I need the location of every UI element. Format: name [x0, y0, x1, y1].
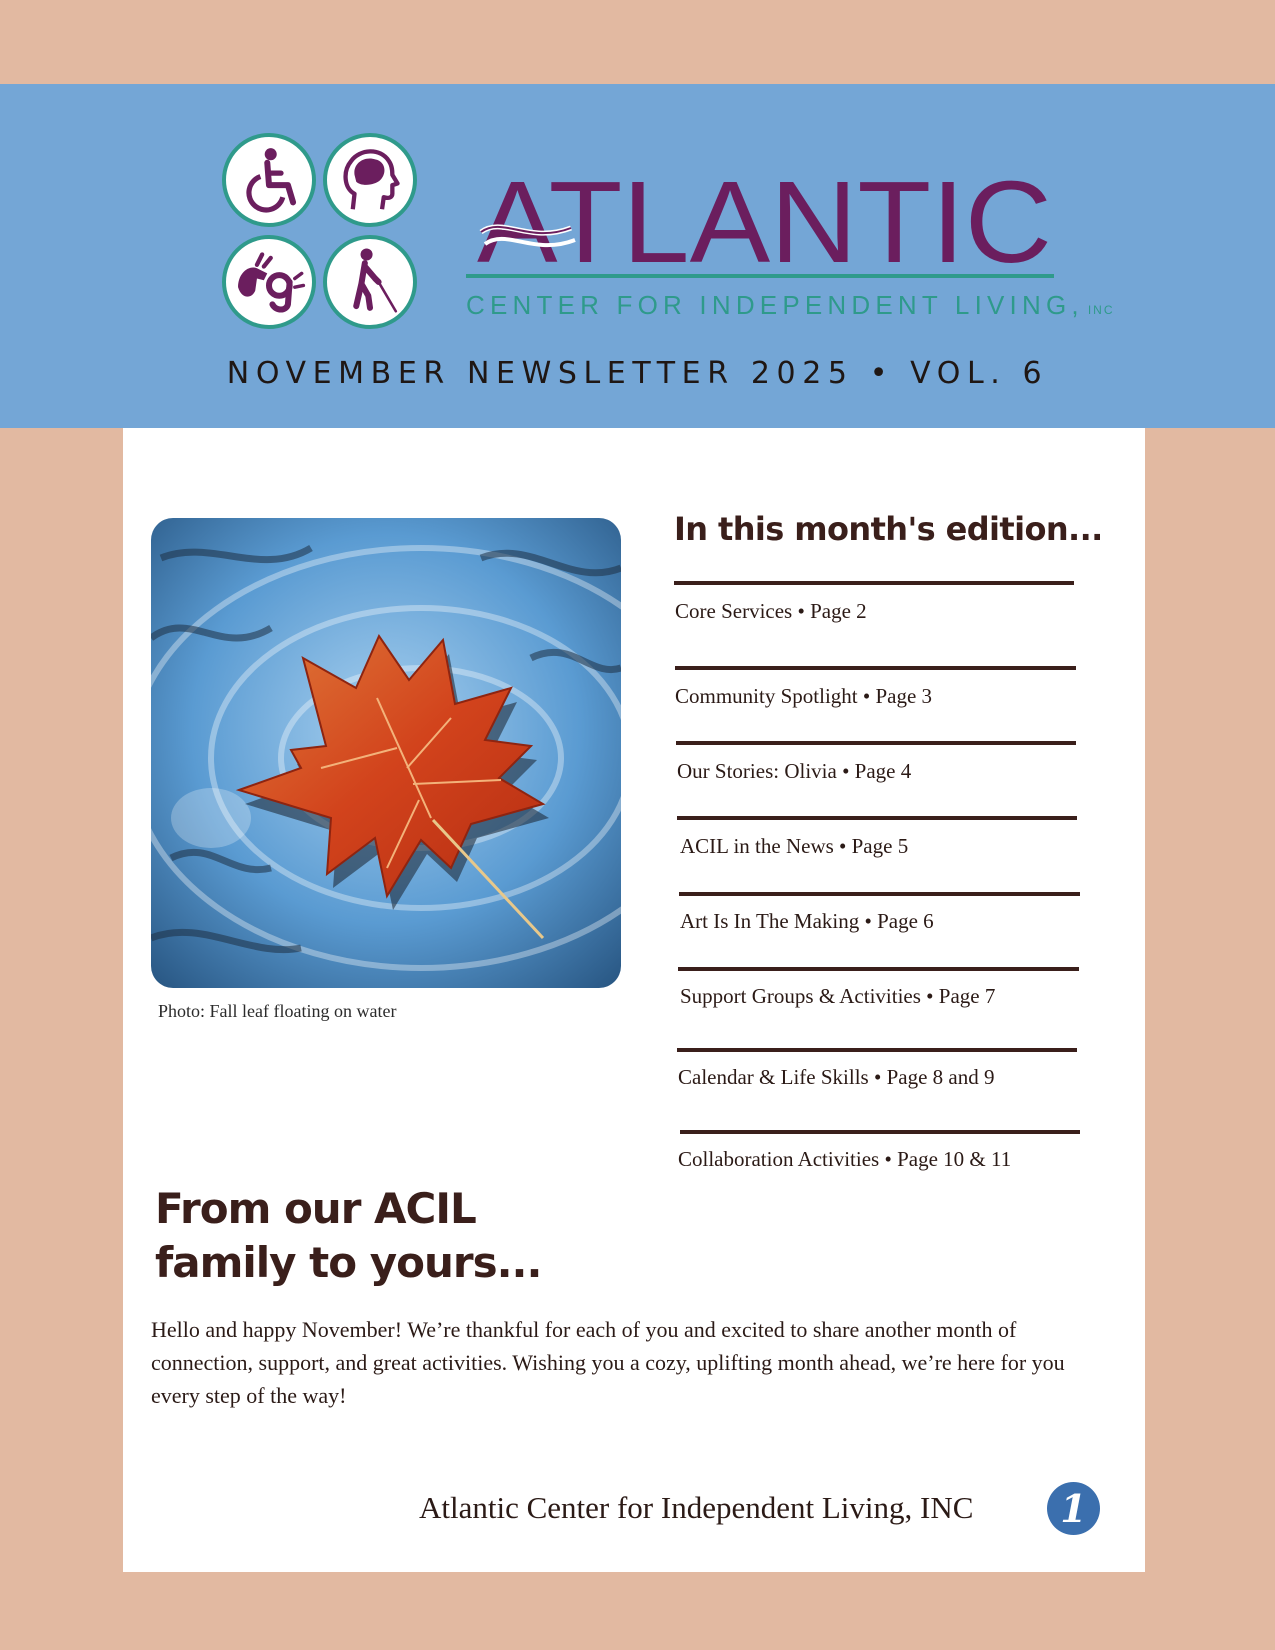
family-heading [155, 1182, 541, 1290]
toc-item-acil-news[interactable]: ACIL in the News • Page 5 [680, 834, 909, 858]
footer-org-name: Atlantic Center for Independent Living, INC [419, 1490, 974, 1525]
logo-wordmark [477, 140, 1057, 270]
wheelchair-icon [222, 133, 316, 227]
toc-divider [679, 892, 1080, 896]
newsletter-title: NOVEMBER NEWSLETTER 2025 • VOL. 6 [226, 356, 1049, 391]
toc-divider [675, 666, 1076, 670]
brain-head-icon [323, 133, 417, 227]
toc-divider [676, 741, 1076, 745]
toc-item-art[interactable]: Art Is In The Making • Page 6 [680, 909, 934, 933]
toc-divider [680, 1130, 1080, 1134]
toc-divider [674, 581, 1074, 585]
toc-item-community-spotlight[interactable]: Community Spotlight • Page 3 [675, 684, 933, 708]
logo-rule [466, 274, 1054, 278]
toc-item-support-groups[interactable]: Support Groups & Activities • Page 7 [680, 984, 996, 1008]
toc-divider [677, 1048, 1077, 1052]
photo-caption: Photo: Fall leaf floating on water [158, 1001, 397, 1021]
toc-title: In this month's edition... [674, 510, 1103, 548]
page-number-badge: 1 [1047, 1482, 1100, 1535]
logo-subtitle [466, 290, 1114, 321]
toc-item-calendar[interactable]: Calendar & Life Skills • Page 8 and 9 [678, 1065, 995, 1089]
fall-leaf-photo [151, 518, 621, 988]
sign-language-icon [222, 235, 316, 329]
family-heading-line2: family to yours... [155, 1238, 542, 1287]
greeting-paragraph: Hello and happy November! We’re thankful for each of you and excited to share another month of connection, support, and great activities. Wishing you a cozy, uplifting month ahead, we’re here for you every step of the way! [151, 1317, 1065, 1408]
toc-item-collaboration[interactable]: Collaboration Activities • Page 10 & 11 [678, 1147, 1012, 1171]
toc-item-core-services[interactable]: Core Services • Page 2 [675, 599, 867, 623]
logo-word: ATLANTIC [477, 157, 1052, 270]
toc-divider [678, 967, 1079, 971]
family-heading-line1: From our ACIL [155, 1184, 476, 1233]
logo-subtitle-text: CENTER FOR INDEPENDENT LIVING, [466, 290, 1084, 320]
toc-divider [677, 816, 1077, 820]
blind-cane-icon [323, 235, 417, 329]
logo-icon-grid [222, 133, 420, 331]
logo-inc: INC [1087, 303, 1115, 317]
toc-item-our-stories[interactable]: Our Stories: Olivia • Page 4 [677, 759, 912, 783]
